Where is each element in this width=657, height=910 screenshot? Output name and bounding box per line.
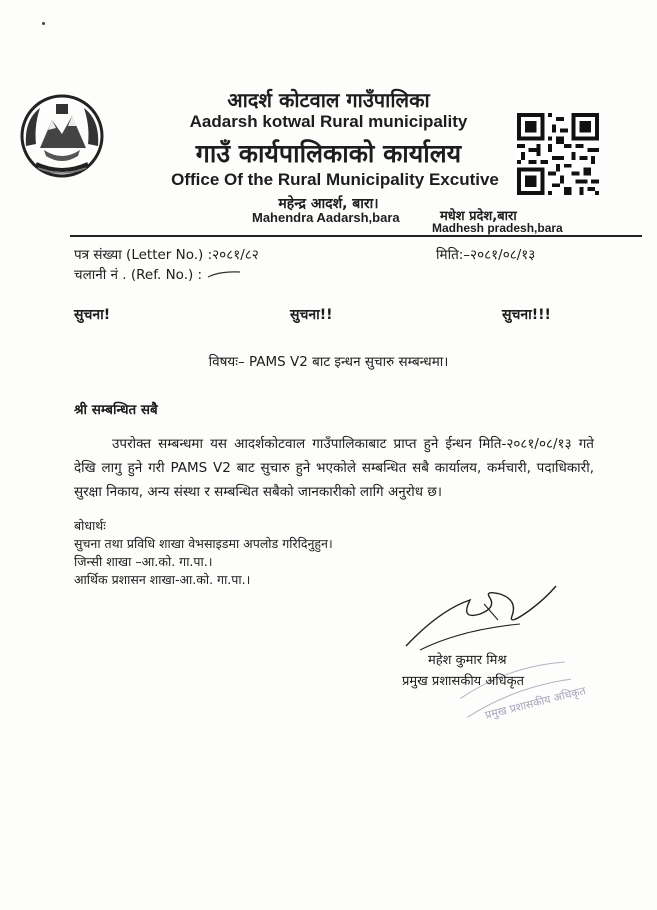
- executive-office-nepali: गाउँ कार्यपालिकाको कार्यालय: [195, 139, 462, 168]
- signatory-title: प्रमुख प्रशासकीय अधिकृत: [402, 674, 525, 689]
- subject-line: विषयः– PAMS V2 बाट इन्धन सुचारु सम्बन्धमा।: [208, 354, 449, 370]
- reference-number-label: चलानी नं . (Ref. No.) :: [74, 267, 203, 283]
- office-name-nepali: आदर्श कोटवाल गाउँपालिका: [227, 88, 430, 112]
- body-paragraph: उपरोक्त सम्बन्धमा यस आदर्शकोटवाल गाउँपालिकाबाट प्राप्त हुने ईन्धन मिति-२०८१/०८/१३ गते देखि लागु हुने गरी PAMS V2 बाट सुचारु हुने भएकोले सम्बन्धित सबै कार्यालय, कर्मचारी, पदाधिकारी, सुरक्षा निकाय, अन्य संस्था र सम्बन्धित सबैको जानकारीको लागि अनुरोध छ।: [74, 436, 594, 500]
- scan-speck: [42, 22, 45, 25]
- salutation: श्री सम्बन्धित सबै: [74, 402, 158, 418]
- province-nepali: मधेश प्रदेश,बारा: [440, 209, 517, 224]
- reference-number: [74, 265, 242, 283]
- letter-number: पत्र संख्या (Letter No.) :२०८१/८२: [74, 247, 259, 263]
- notice-heading-1: सुचना!: [74, 307, 111, 323]
- letter-date: मिति:–२०८१/०८/१३: [436, 247, 536, 263]
- address-nepali: महेन्द्र आदर्श, बारा।: [278, 196, 379, 212]
- header-divider: [70, 235, 642, 237]
- cc-item: जिन्सी शाखा –आ.को. गा.पा.।: [74, 554, 213, 569]
- office-name-english: Aadarsh kotwal Rural municipality: [189, 112, 468, 131]
- stamp-text: प्रमुख प्रशासकीय अधिकृत: [483, 684, 588, 722]
- address-english: Mahendra Aadarsh,bara: [252, 210, 400, 225]
- cc-item: आर्थिक प्रशासन शाखा-आ.को. गा.पा.।: [74, 572, 251, 587]
- cc-item: सुचना तथा प्रविधि शाखा वेभसाइडमा अपलोड गरिदिनुहुन।: [74, 536, 333, 551]
- province-english: Madhesh pradesh,bara: [432, 221, 563, 235]
- notice-heading-3: सुचना!!!: [502, 307, 551, 323]
- reference-mark: [206, 269, 242, 279]
- handwritten-signature: [400, 580, 560, 652]
- signatory-name: महेश कुमार मिश्र: [428, 653, 507, 668]
- cc-heading: बोधार्थः: [74, 518, 106, 533]
- cc-list: [74, 517, 333, 589]
- notice-heading-2: सुचना!!: [290, 307, 333, 323]
- executive-office-english: Office Of the Rural Municipality Excutive: [171, 170, 499, 189]
